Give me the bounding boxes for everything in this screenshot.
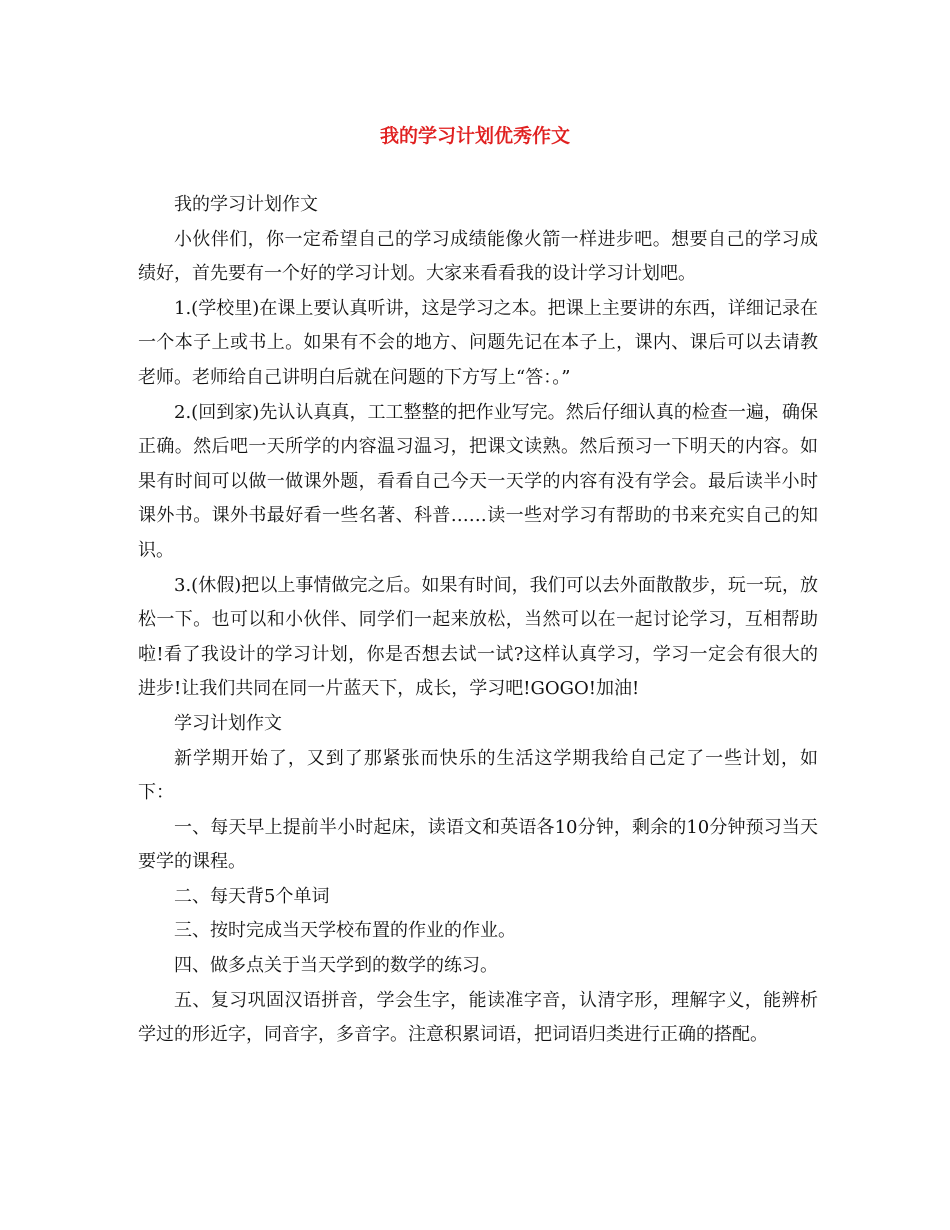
document-title: 我的学习计划优秀作文 <box>379 125 570 147</box>
paragraph-12: 五、复习巩固汉语拼音，学会生字，能读准字音，认清字形，理解字义，能辨析学过的形近字，同音字，多音字。注意积累词语，把词语归类进行正确的搭配。 <box>138 989 818 1046</box>
paragraph-10: 三、按时完成当天学校布置的作业的作业。 <box>174 920 516 942</box>
paragraph-11: 四、做多点关于当天学到的数学的练习。 <box>174 955 498 977</box>
paragraph-5: 3.(休假)把以上事情做完之后。如果有时间，我们可以去外面散散步，玩一玩，放松一下。也可以和小伙伴、同学们一起来放松，当然可以在一起讨论学习，互相帮助啦!看了我设计的学习计划，你是否想去试一试?这样认真学习，学习一定会有很大的进步!让我们共同在同一片蓝天下，成长，学习吧!GOGO!加油! <box>138 574 818 700</box>
paragraph-7: 新学期开始了，又到了那紧张而快乐的生活这学期我给自己定了一些计划，如下： <box>138 747 818 804</box>
paragraph-3: 1.(学校里)在课上要认真听讲，这是学习之本。把课上主要讲的东西，详细记录在一个本子上或书上。如果有不会的地方、问题先记在本子上，课内、课后可以去请教老师。老师给自己讲明白后就在问题的下方写上“答：。” <box>138 297 818 388</box>
paragraph-4: 2.(回到家)先认认真真，工工整整的把作业写完。然后仔细认真的检查一遍，确保正确。然后吧一天所学的内容温习温习，把课文读熟。然后预习一下明天的内容。如果有时间可以做一做课外题，看看自己今天一天学的内容有没有学会。最后读半小时课外书。课外书最好看一些名著、科普……读一些对学习有帮助的书来充实自己的知识。 <box>138 401 818 561</box>
paragraph-2: 小伙伴们，你一定希望自己的学习成绩能像火箭一样进步吧。想要自己的学习成绩好，首先要有一个好的学习计划。大家来看看我的设计学习计划吧。 <box>138 228 818 285</box>
document-body <box>138 188 818 1053</box>
paragraph-9: 二、每天背5个单词 <box>174 885 330 907</box>
paragraph-8: 一、每天早上提前半小时起床，读语文和英语各10分钟，剩余的10分钟预习当天要学的课程。 <box>138 816 818 873</box>
paragraph-1: 我的学习计划作文 <box>174 194 318 215</box>
paragraph-6: 学习计划作文 <box>174 712 282 734</box>
